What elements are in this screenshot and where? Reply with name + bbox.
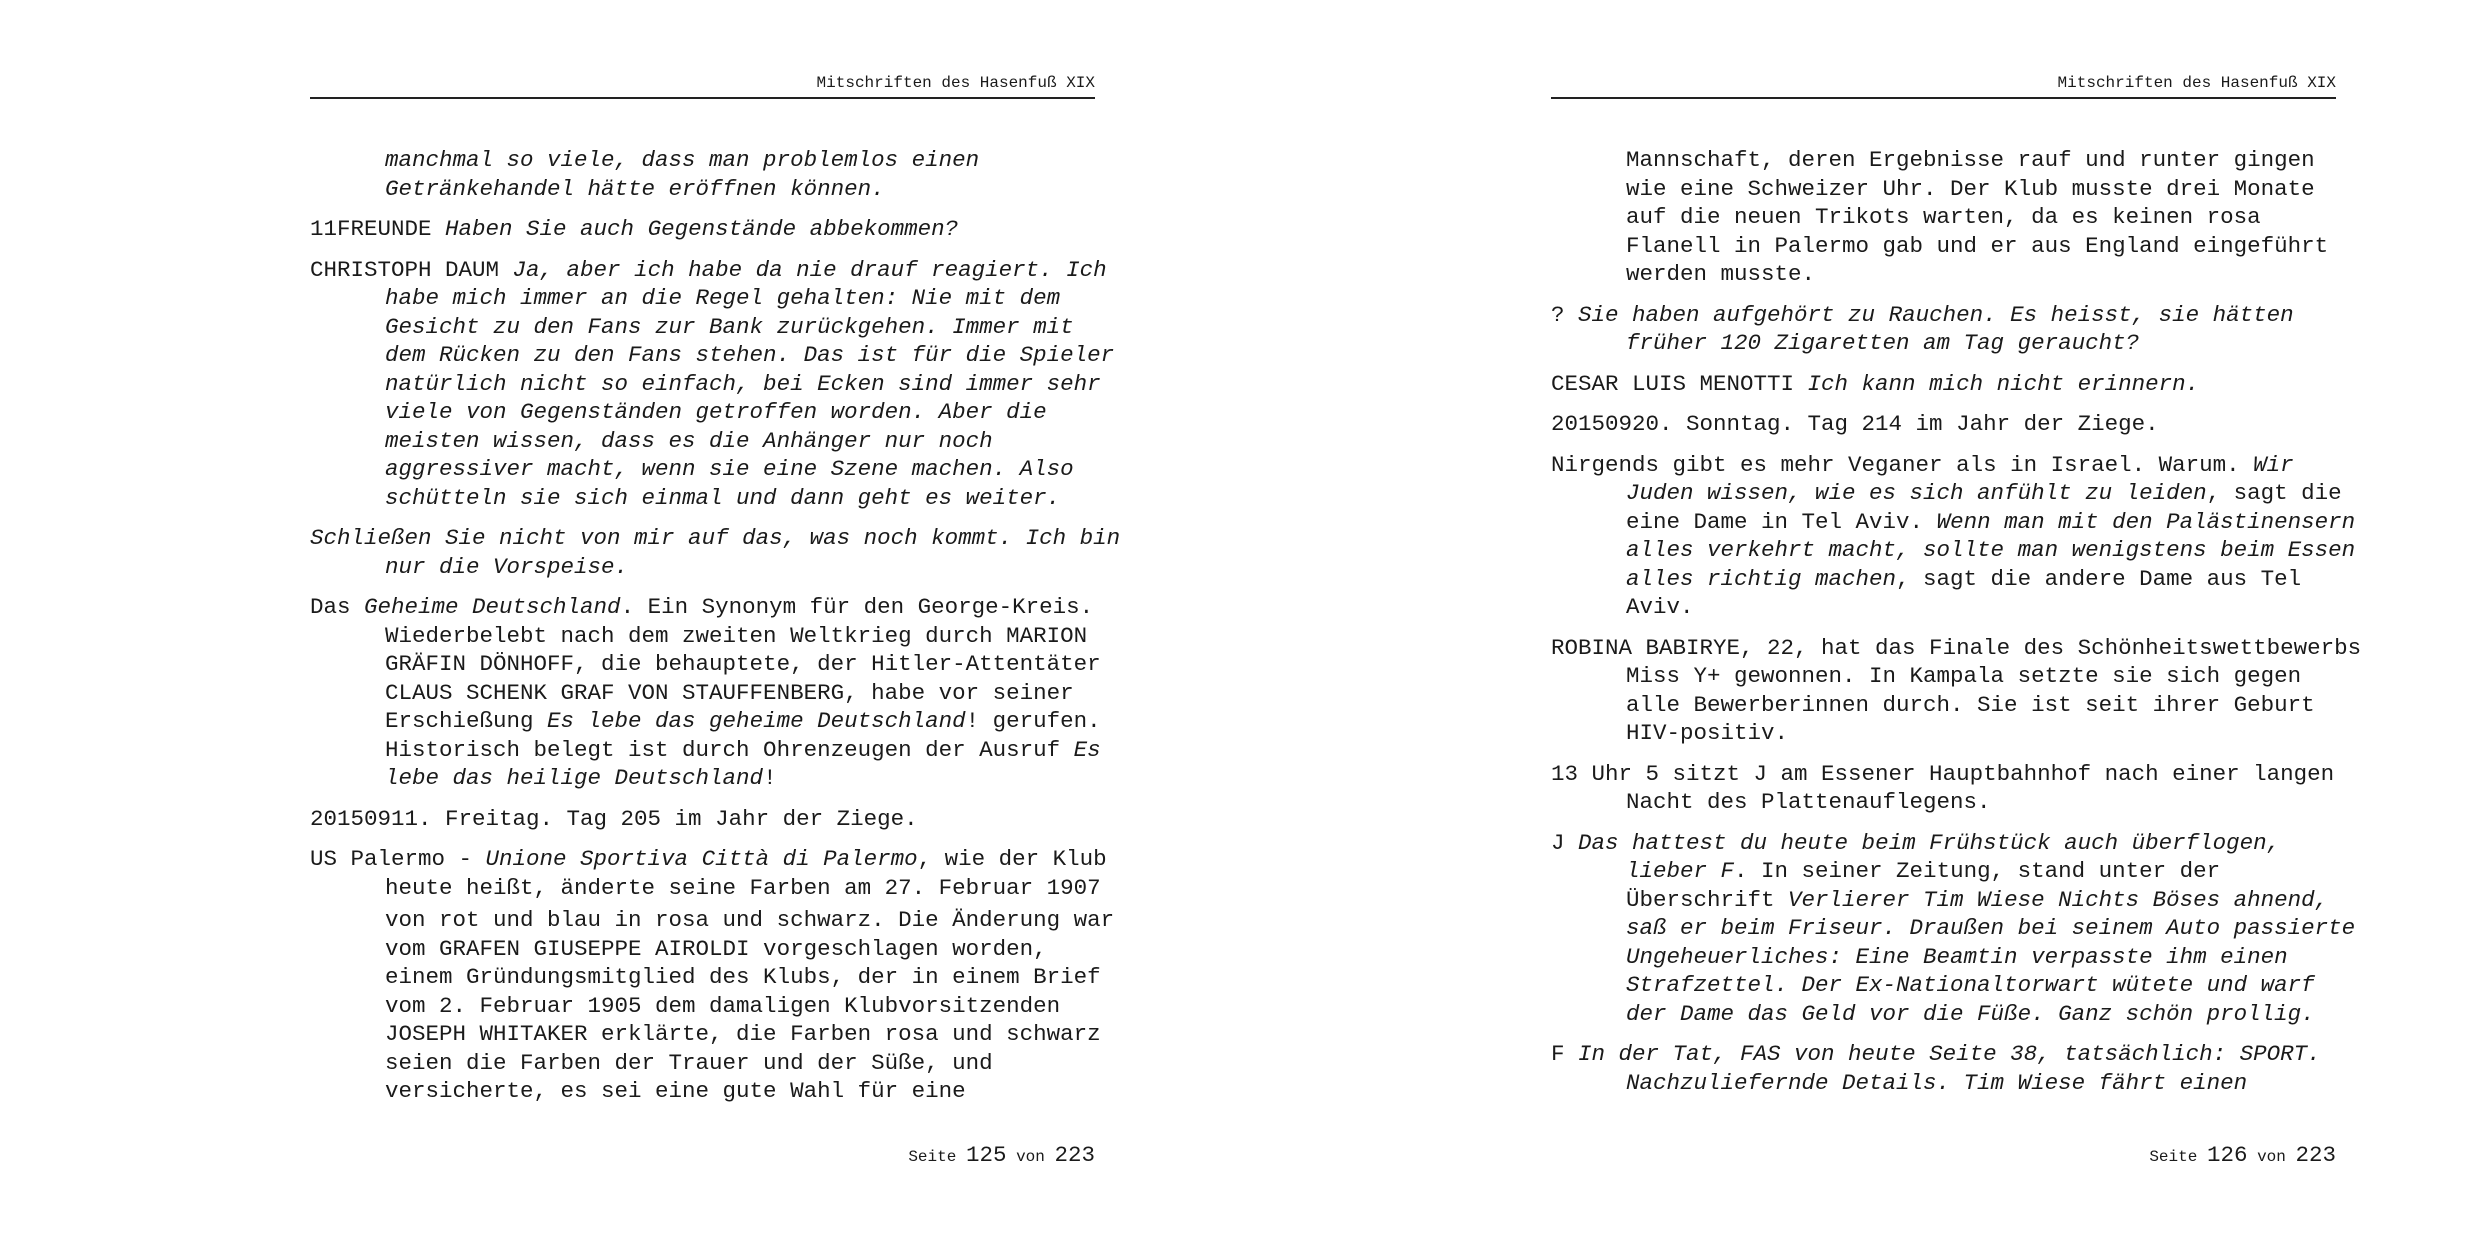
text-line	[1626, 1069, 2336, 1098]
text-run: Wiederbelebt nach dem zweiten Weltkrieg durch MARION	[385, 622, 1088, 649]
text-run: CHRISTOPH DAUM	[310, 256, 513, 283]
text-line	[1626, 203, 2336, 232]
paragraph	[310, 845, 1107, 902]
running-header: Mitschriften des Hasenfuß XIX	[310, 72, 1095, 99]
page-label: Seite	[908, 1148, 957, 1166]
text-line	[385, 284, 1095, 313]
text-line	[310, 593, 1095, 622]
page-of-label: von	[2257, 1148, 2286, 1166]
text-run: Aviv.	[1626, 594, 1694, 620]
italic-text: natürlich nicht so einfach, bei Ecken sind immer sehr	[385, 370, 1101, 397]
text-line	[385, 484, 1095, 513]
text-run: F	[1551, 1041, 1579, 1067]
text-line	[1626, 662, 2336, 691]
paragraph	[1551, 146, 2336, 289]
text-run: ROBINA BABIRYE, 22, hat das Finale des Schönheitswettbewerbs	[1551, 634, 2362, 661]
italic-text: lieber F	[1626, 858, 1735, 884]
text-line	[1626, 146, 2336, 175]
text-run: CLAUS SCHENK GRAF VON STAUFFENBERG, habe vor seiner	[385, 679, 1074, 706]
paragraph	[310, 906, 1115, 1106]
text-run: . In seiner Zeitung, stand unter der	[1734, 858, 2221, 884]
italic-text: Juden wissen, wie es sich anfühlt zu leiden	[1626, 480, 2207, 506]
text-line	[1626, 508, 2356, 537]
text-line	[385, 764, 1095, 793]
text-run: CESAR LUIS MENOTTI	[1551, 370, 1808, 397]
paragraph	[310, 524, 1121, 581]
text-line	[1626, 479, 2342, 508]
text-run: vom GRAFEN GIUSEPPE AIROLDI vorgeschlagen worden,	[385, 935, 1047, 962]
text-line	[1551, 829, 2336, 858]
text-run: Mannschaft, deren Ergebnisse rauf und runter gingen	[1626, 147, 2315, 173]
page-footer	[2149, 1140, 2336, 1172]
text-run: 13 Uhr 5 sitzt J am Essener Hauptbahnhof nach einer langen	[1551, 760, 2335, 787]
text-line	[385, 1077, 1095, 1106]
paragraph	[310, 593, 1101, 793]
text-line	[1626, 260, 2336, 289]
page-total: 223	[2295, 1142, 2336, 1168]
text-run: 20150911. Freitag. Tag 205 im Jahr der Ziege.	[310, 805, 918, 832]
text-run: US Palermo -	[310, 846, 486, 872]
text-run: Miss Y+ gewonnen. In Kampala setzte sie sich gegen	[1626, 663, 2302, 689]
italic-text: Nachzuliefernde Details. Tim Wiese fährt einen	[1626, 1069, 2248, 1096]
italic-text: früher 120 Zigaretten am Tag geraucht?	[1626, 330, 2140, 356]
italic-text: schütteln sie sich einmal und dann geht es weiter.	[385, 484, 1061, 511]
italic-text: Ungeheuerliches: Eine Beamtin verpasste ihm einen	[1626, 943, 2288, 970]
text-run: versicherte, es sei eine gute Wahl für eine	[385, 1078, 966, 1104]
text-line	[385, 650, 1101, 679]
italic-text: alles richtig machen	[1626, 565, 1897, 592]
text-line	[310, 524, 1121, 553]
paragraph	[1551, 370, 2336, 399]
italic-text: dem Rücken zu den Fans stehen. Das ist für die Spieler	[385, 342, 1115, 368]
text-run: Das	[310, 594, 365, 620]
text-run: 20150920. Sonntag. Tag 214 im Jahr der Ziege.	[1551, 411, 2159, 437]
text-run: einem Gründungsmitglied des Klubs, der in einem Brief	[385, 964, 1101, 990]
text-line	[1551, 451, 2336, 480]
italic-text: Strafzettel. Der Ex-Nationaltorwart wütete und warf	[1626, 972, 2315, 998]
text-run: . Ein Synonym für den George-Kreis.	[620, 594, 1094, 620]
page-total: 223	[1054, 1142, 1095, 1168]
text-run: Überschrift	[1626, 886, 1789, 913]
paragraph	[1551, 634, 2362, 748]
italic-text: Ja, aber ich habe da nie drauf reagiert. Ich	[512, 256, 1107, 283]
text-run: Erschießung	[385, 708, 548, 734]
text-line	[385, 992, 1095, 1021]
text-run: , sagt die	[2206, 480, 2342, 506]
text-run: auf die neuen Trikots warten, da es keinen rosa	[1626, 204, 2261, 230]
text-line	[385, 370, 1101, 399]
italic-text: meisten wissen, dass es die Anhänger nur noch	[385, 427, 993, 454]
italic-text: Schließen Sie nicht von mir auf das, was noch kommt. Ich bin	[310, 525, 1121, 551]
text-line	[385, 341, 1115, 370]
text-line	[1626, 175, 2336, 204]
italic-text: Sie haben aufgehört zu Rauchen. Es heisst, sie hätten	[1578, 301, 2294, 328]
left-page	[310, 0, 1121, 1240]
italic-text: manchmal so viele, dass man problemlos einen	[385, 147, 980, 173]
text-line	[310, 805, 1095, 834]
text-run: wie eine Schweizer Uhr. Der Klub musste drei Monate	[1626, 175, 2315, 202]
text-line	[1626, 329, 2336, 358]
text-line	[1551, 760, 2336, 789]
right-page	[1551, 0, 2362, 1240]
paragraph	[310, 256, 1115, 513]
text-line	[1626, 565, 2336, 594]
text-run: heute heißt, änderte seine Farben am 27. Februar 1907	[385, 874, 1101, 901]
running-header: Mitschriften des Hasenfuß XIX	[1551, 72, 2336, 99]
page-number: 126	[2206, 1142, 2248, 1168]
text-run: eine Dame in Tel Aviv.	[1626, 508, 1937, 535]
text-run: , sagt die andere Dame aus Tel	[1896, 565, 2302, 592]
text-line	[385, 736, 1101, 765]
text-line	[385, 455, 1095, 484]
page-footer	[908, 1140, 1095, 1172]
text-run: , wie der Klub	[917, 846, 1107, 872]
text-line	[385, 146, 1095, 175]
text-line	[385, 622, 1095, 651]
italic-text: Das hattest du heute beim Frühstück auch überflogen,	[1578, 829, 2281, 856]
paragraph	[1551, 410, 2336, 439]
page-body	[1551, 146, 2362, 1109]
text-run: ! gerufen.	[965, 708, 1101, 734]
page-label: Seite	[2149, 1148, 2198, 1166]
text-line	[385, 874, 1101, 903]
text-line	[1626, 788, 2336, 817]
text-line	[1626, 943, 2336, 972]
text-line	[385, 553, 1095, 582]
paragraph	[1551, 451, 2356, 622]
text-line	[1551, 370, 2336, 399]
text-line	[385, 398, 1095, 427]
italic-text: Haben Sie auch Gegenstände abbekommen?	[445, 216, 959, 242]
italic-text: saß er beim Friseur. Draußen bei seinem Auto passierte	[1626, 915, 2356, 941]
text-run: von rot und blau in rosa und schwarz. Die Änderung war	[385, 907, 1115, 933]
italic-text: der Dame das Geld vor die Füße. Ganz schön prollig.	[1626, 1000, 2315, 1027]
italic-text: Es lebe das geheime Deutschland	[547, 708, 966, 734]
text-run: werden musste.	[1626, 261, 1816, 287]
text-line	[385, 1020, 1101, 1049]
paragraph	[310, 805, 1095, 834]
page-body	[310, 146, 1121, 1118]
text-line	[385, 313, 1095, 342]
text-line	[1551, 410, 2336, 439]
text-line	[385, 906, 1115, 935]
paragraph	[1551, 829, 2356, 1029]
text-line	[1626, 1000, 2336, 1029]
text-run: ?	[1551, 301, 1579, 328]
text-line	[1551, 1040, 2336, 1069]
text-run: Historisch belegt ist durch Ohrenzeugen der Ausruf	[385, 736, 1074, 763]
italic-text: Geheime Deutschland	[364, 594, 621, 620]
text-line	[385, 679, 1095, 708]
page-number: 125	[965, 1142, 1007, 1168]
italic-text: In der Tat, FAS von heute Seite 38, tatsächlich: SPORT.	[1578, 1041, 2321, 1067]
italic-text: Wir	[2253, 451, 2294, 478]
text-line	[1626, 914, 2356, 943]
text-line	[1626, 593, 2336, 622]
text-run: vom 2. Februar 1905 dem damaligen Klubvorsitzenden	[385, 992, 1061, 1019]
italic-text: Ich kann mich nicht erinnern.	[1807, 370, 2200, 397]
italic-text: aggressiver macht, wenn sie eine Szene machen. Also	[385, 456, 1074, 482]
text-run: 11FREUNDE	[310, 216, 446, 242]
text-run: GRÄFIN DÖNHOFF, die behauptete, der Hitler-Attentäter	[385, 651, 1101, 677]
italic-text: nur die Vorspeise.	[385, 553, 629, 580]
text-line	[310, 845, 1107, 874]
text-line	[1626, 886, 2336, 915]
text-run: Nirgends gibt es mehr Veganer als in Israel. Warum.	[1551, 451, 2254, 478]
paragraph	[310, 146, 1095, 203]
text-line	[1551, 301, 2336, 330]
text-line	[1626, 857, 2336, 886]
italic-text: Gesicht zu den Fans zur Bank zurückgehen. Immer mit	[385, 313, 1074, 340]
text-run: !	[763, 765, 777, 791]
paragraph	[310, 215, 1095, 244]
italic-text: lebe das heilige Deutschland	[385, 765, 764, 791]
text-line	[310, 256, 1107, 285]
italic-text: Wenn man mit den Palästinensern	[1936, 508, 2356, 535]
text-run: Flanell in Palermo gab und er aus England eingeführt	[1626, 232, 2329, 259]
page-of-label: von	[1016, 1148, 1045, 1166]
text-run: Nacht des Plattenauflegens.	[1626, 789, 1991, 815]
text-run: alle Bewerberinnen durch. Sie ist seit ihrer Geburt	[1626, 691, 2315, 718]
text-line	[385, 427, 1095, 456]
italic-text: Unione Sportiva Città di Palermo	[485, 846, 918, 872]
italic-text: Es	[1073, 736, 1101, 763]
text-run: JOSEPH WHITAKER erklärte, die Farben rosa und schwarz	[385, 1021, 1101, 1047]
italic-text: Verlierer Tim Wiese Nichts Böses ahnend,	[1788, 886, 2329, 913]
text-line	[385, 175, 1095, 204]
text-line	[1626, 691, 2336, 720]
text-run: seien die Farben der Trauer und der Süße, und	[385, 1049, 993, 1076]
italic-text: alles verkehrt macht, sollte man wenigstens beim Essen	[1626, 537, 2356, 563]
italic-text: Getränkehandel hätte eröffnen können.	[385, 175, 885, 202]
text-run: HIV-positiv.	[1626, 720, 1789, 746]
italic-text: viele von Gegenständen getroffen worden. Aber die	[385, 399, 1047, 425]
italic-text: habe mich immer an die Regel gehalten: Nie mit dem	[385, 285, 1061, 311]
text-line	[310, 215, 1095, 244]
text-line	[1626, 719, 2336, 748]
text-line	[385, 935, 1095, 964]
text-line	[1626, 232, 2336, 261]
text-line	[1551, 634, 2362, 663]
text-line	[1626, 971, 2336, 1000]
text-run: J	[1551, 829, 1579, 856]
text-line	[385, 963, 1101, 992]
text-line	[385, 707, 1101, 736]
paragraph	[1551, 760, 2336, 817]
text-line	[1626, 536, 2356, 565]
paragraph	[1551, 301, 2336, 358]
paragraph	[1551, 1040, 2336, 1097]
text-line	[385, 1049, 1095, 1078]
